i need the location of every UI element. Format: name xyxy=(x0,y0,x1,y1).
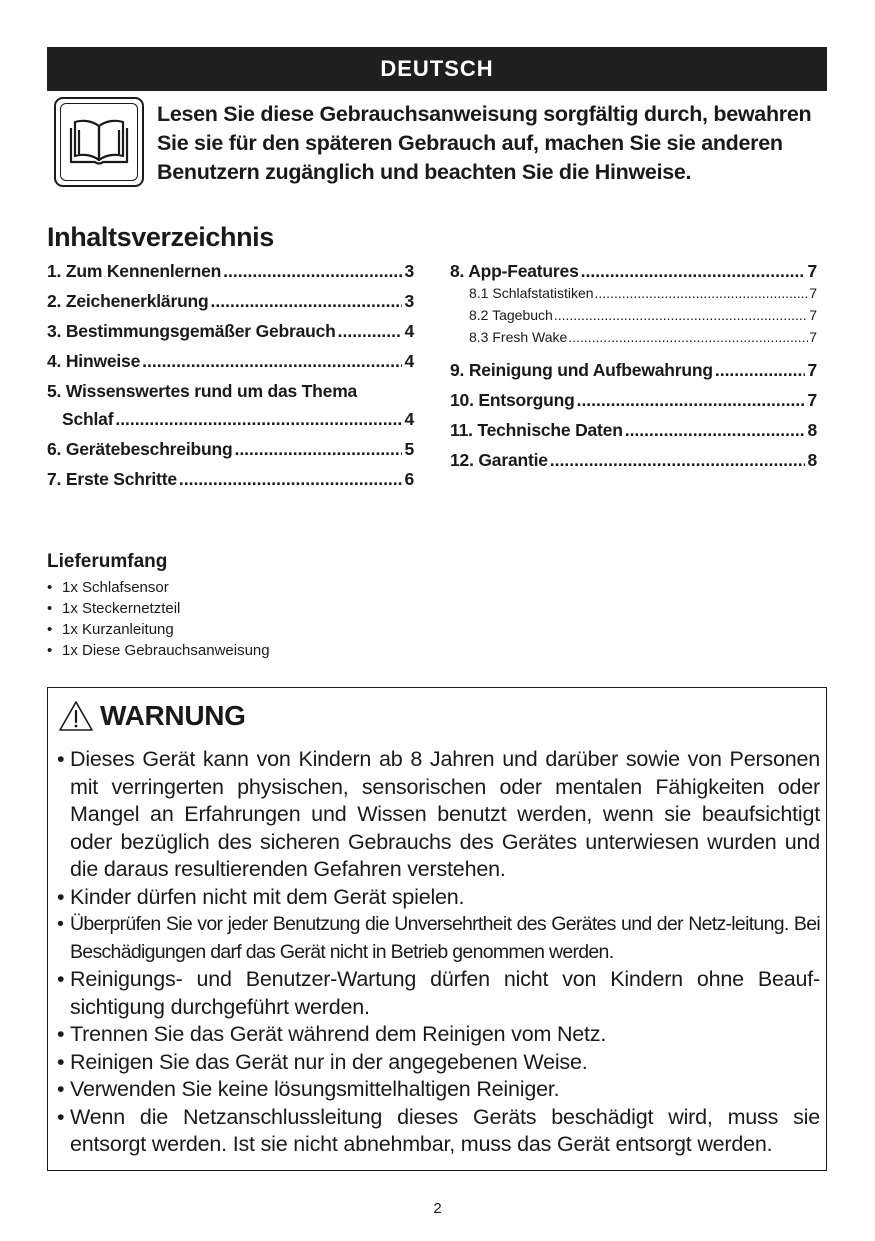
list-item: • 1x Kurzanleitung xyxy=(47,619,270,640)
toc-entry[interactable]: 7. Erste Schritte ..... 6 xyxy=(47,467,414,497)
toc-entry[interactable]: 10. Entsorgung ..... 7 xyxy=(450,388,817,418)
list-item: • 1x Diese Gebrauchsanweisung xyxy=(47,640,270,661)
toc-entry[interactable]: 2. Zeichenerklärung ..... 3 xyxy=(47,289,414,319)
toc-entry[interactable]: 9. Reinigung und Aufbewahrung ..... 7 xyxy=(450,358,817,388)
toc-entry[interactable]: 1. Zum Kennenlernen ..... 3 xyxy=(47,259,414,289)
toc-entry[interactable]: 5. Wissenswertes rund um das Thema xyxy=(47,381,358,401)
toc-entry[interactable]: 11. Technische Daten ..... 8 xyxy=(450,418,817,448)
toc-entry[interactable]: 4. Hinweise ..... 4 xyxy=(47,349,414,379)
list-item: • Verwenden Sie keine lösungsmittelhaltigen Reiniger. xyxy=(57,1076,820,1104)
scope-title: Lieferumfang xyxy=(47,551,168,572)
warning-title: WARNUNG xyxy=(100,700,246,731)
intro-text: Lesen Sie diese Gebrauchsanweisung sorgfältig durch, bewahren Sie sie für den späteren Gebrauch auf, machen Sie sie anderen Benutzern zugänglich und beachten Sie die Hinweise. xyxy=(157,102,812,184)
toc-entry-continued[interactable]: Schlaf ..... 4 xyxy=(47,407,414,437)
list-item: • Wenn die Netzanschlussleitung dieses Geräts beschädigt wird, muss sie entsorgt werden. Ist sie nicht abnehmbar, muss das Gerät entsorgt werden. xyxy=(57,1104,820,1159)
toc-subentry[interactable]: 8.1 Schlafstatistiken ..... 7 xyxy=(450,284,817,306)
list-item: • 1x Schlafsensor xyxy=(47,577,270,598)
scope-list xyxy=(47,577,270,661)
toc-entry[interactable]: 6. Gerätebeschreibung ..... 5 xyxy=(47,437,414,467)
warning-triangle-icon xyxy=(58,700,94,732)
book-icon xyxy=(54,97,144,187)
list-item: • Reinigen Sie das Gerät nur in der angegebenen Weise. xyxy=(57,1049,820,1077)
language-label: DEUTSCH xyxy=(380,56,494,81)
list-item: • 1x Steckernetzteil xyxy=(47,598,270,619)
toc-entry[interactable]: 12. Garantie ..... 8 xyxy=(450,448,817,478)
toc-left-column xyxy=(47,259,414,497)
toc-entry[interactable]: 3. Bestimmungsgemäßer Gebrauch ..... 4 xyxy=(47,319,414,349)
list-item: • Kinder dürfen nicht mit dem Gerät spielen. xyxy=(57,884,820,912)
list-item: • Dieses Gerät kann von Kindern ab 8 Jahren und darüber sowie von Personen mit verringerten physischen, sensorischen oder mentalen Fähigkeiten oder Mangel an Erfahrungen und Wissen benutzt werden, wenn sie beaufsichtigt oder bezüglich des sicheren Gebrauchs des Gerätes unterwiesen wurden und die daraus resultierenden Gefahren verstehen. xyxy=(57,746,820,884)
warning-header xyxy=(58,700,246,732)
language-header xyxy=(47,47,827,91)
list-item: • Trennen Sie das Gerät während dem Reinigen vom Netz. xyxy=(57,1021,820,1049)
toc-subentry[interactable]: 8.2 Tagebuch ..... 7 xyxy=(450,306,817,328)
toc-title: Inhaltsverzeichnis xyxy=(47,222,274,252)
toc-entry[interactable]: 8. App-Features ..... 7 xyxy=(450,259,817,284)
toc-right-column xyxy=(450,259,817,478)
list-item: • Reinigungs- und Benutzer-Wartung dürfen nicht von Kindern ohne Beauf-sichtigung durchgeführt werden. xyxy=(57,966,820,1021)
toc-subentry[interactable]: 8.3 Fresh Wake ..... 7 xyxy=(450,328,817,350)
warning-list xyxy=(57,746,820,1159)
list-item: • Überprüfen Sie vor jeder Benutzung die Unversehrtheit des Gerätes und der Netz-leitung. Bei Beschädigungen darf das Gerät nicht in Betrieb genommen werden. xyxy=(57,911,820,966)
page-number: 2 xyxy=(433,1200,442,1217)
warning-box xyxy=(47,687,827,1171)
